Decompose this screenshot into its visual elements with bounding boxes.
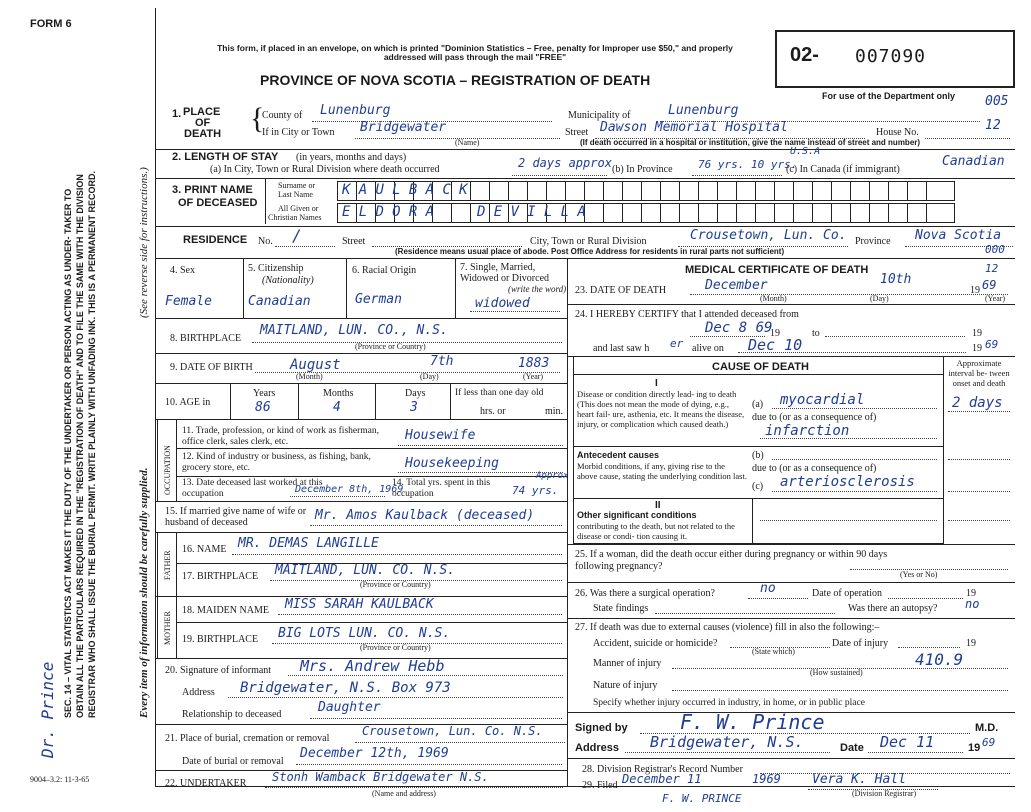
- value-total-years: 74 yrs.: [512, 484, 559, 497]
- label-state-which: (State which): [752, 647, 795, 656]
- label-to-19: 19: [972, 328, 982, 339]
- label-house-no: House No.: [876, 127, 919, 138]
- value-cause-a: myocardial: [780, 392, 865, 408]
- label-prov-country-8: (Province or Country): [355, 342, 426, 351]
- label-due-b: due to (or as a consequence of): [752, 463, 877, 474]
- value-stay-b: 76 yrs. 10 yrs.: [698, 158, 798, 171]
- value-trade: Housewife: [405, 428, 476, 443]
- label-racial: 6. Racial Origin: [352, 265, 417, 276]
- label-1-num: 1.: [172, 108, 182, 120]
- label-city: If in City or Town: [262, 127, 335, 138]
- institution-note: (If death occurred in a hospital or institution, give the name instead of street and number): [580, 138, 921, 147]
- label-min: min.: [545, 406, 564, 417]
- value-mother-name: MISS SARAH KAULBACK: [285, 597, 434, 612]
- label-1-of: OF: [195, 117, 211, 129]
- value-usa: U.S.A: [790, 146, 821, 157]
- value-signed-year: 69: [982, 736, 996, 749]
- value-last-seen: Dec 10: [748, 336, 803, 354]
- label-res-city: City, Town or Rural Division: [530, 236, 647, 247]
- value-father-bp: MAITLAND, LUN. CO. N.S.: [275, 563, 456, 578]
- value-code: 410.9: [915, 650, 964, 669]
- value-municipality: Lunenburg: [668, 103, 739, 118]
- label-nationality: (Nationality): [262, 275, 314, 286]
- value-surname: KAULBACK: [342, 182, 476, 198]
- value-registrar-print: F. W. PRINCE: [662, 792, 742, 805]
- label-due-a: due to (or as a consequence of): [752, 412, 877, 423]
- form-title: PROVINCE OF NOVA SCOTIA – REGISTRATION OF DEATH: [260, 72, 651, 88]
- value-birthplace: MAITLAND, LUN. CO., N.S.: [260, 323, 448, 338]
- value-death-month: December: [705, 278, 768, 293]
- label-relationship: Relationship to deceased: [182, 709, 282, 720]
- label-filed: 29. Filed: [582, 780, 618, 791]
- label-mother: MOTHER: [163, 611, 172, 645]
- label-citizenship: 5. Citizenship: [248, 263, 304, 274]
- approx-interval: Approximate interval be- tween onset and death: [948, 358, 1010, 388]
- label-last-worked: 13. Date deceased last worked at this occupation: [182, 478, 323, 499]
- value-interval: 2 days: [952, 395, 1003, 411]
- roman-2: II: [655, 500, 661, 511]
- label-street-1: Street: [565, 127, 589, 138]
- label-1-place: PLACE: [183, 106, 221, 118]
- label-industry: 12. Kind of industry or business, as fishing, bank, grocery store, etc.: [182, 452, 371, 473]
- brace-1: {: [250, 102, 265, 135]
- label-father-bp: 17. BIRTHPLACE: [182, 571, 259, 582]
- label-op-19: 19: [966, 588, 976, 599]
- value-age-days: 3: [410, 400, 418, 415]
- value-filed-date: December 11: [622, 772, 702, 786]
- dept-use-note: For use of the Department only: [822, 91, 956, 101]
- label-day-9: (Day): [420, 372, 439, 381]
- value-autopsy: no: [965, 597, 980, 611]
- print-code: 9004–3.2: 11-3-65: [30, 775, 90, 784]
- label-undertaker: 22. UNDERTAKER: [165, 778, 247, 789]
- reg-number: 007090: [855, 46, 927, 67]
- label-specify: Specify whether injury occurred in industry, in home, or in public place: [593, 698, 865, 708]
- label-marital: 7. Single, Married, Widowed or Divorced: [460, 262, 550, 284]
- label-day-23: (Day): [870, 294, 889, 303]
- value-racial: German: [355, 292, 402, 307]
- label-3b: OF DECEASED: [178, 197, 258, 209]
- label-from-19: 19: [770, 328, 780, 339]
- label-given: All Given or: [278, 204, 319, 213]
- label-div-registrar: (Division Registrar): [852, 789, 917, 798]
- value-burial-place: Crousetown, Lun. Co. N.S.: [362, 724, 543, 738]
- label-md: M.D.: [975, 722, 999, 734]
- label-res-province: Province: [855, 236, 891, 247]
- value-informant: Mrs. Andrew Hebb: [300, 657, 445, 675]
- other-text: contributing to the death, but not related to the disease or condi- tion causing it.: [577, 521, 735, 541]
- value-mother-bp: BIG LOTS LUN. CO. N.S.: [278, 626, 451, 641]
- value-filed-year: 1969: [752, 772, 781, 786]
- column-divider: [567, 258, 568, 786]
- label-1-death: DEATH: [184, 128, 222, 140]
- label-spouse: 15. If married give name of wife or husband of deceased: [165, 506, 307, 528]
- label-alive-19: 19: [972, 343, 982, 354]
- label-2: 2. LENGTH OF STAY: [172, 151, 279, 163]
- value-res-no: /: [292, 226, 302, 245]
- reverse-side-note: (See reverse side for instructions.): [138, 167, 150, 318]
- supply-note: Every item of information should be carefully supplied.: [138, 467, 150, 718]
- label-burial: 21. Place of burial, cremation or removal: [165, 733, 330, 744]
- value-res-city: Crousetown, Lun. Co.: [690, 228, 847, 243]
- side-signature: Dr. Prince: [38, 661, 57, 758]
- value-county: Lunenburg: [320, 103, 391, 118]
- label-month-9: (Month): [296, 372, 323, 381]
- value-industry: Housekeeping: [405, 456, 499, 471]
- value-res-province: Nova Scotia: [915, 228, 1002, 243]
- roman-1: I: [655, 378, 658, 389]
- label-signed-address: Address: [575, 742, 620, 754]
- label-years: Years: [253, 388, 276, 399]
- label-residence: RESIDENCE: [183, 234, 248, 246]
- value-age-years: 86: [255, 400, 271, 415]
- value-year-69: 69: [985, 338, 999, 351]
- label-name-address: (Name and address): [372, 789, 436, 798]
- label-alive: alive on: [692, 343, 724, 354]
- label-b: (b): [752, 450, 764, 461]
- label-surname: Surname or: [278, 181, 316, 190]
- value-birth-month: August: [290, 357, 341, 373]
- value-burial-date: December 12th, 1969: [300, 746, 449, 761]
- label-19-death: 19: [970, 285, 980, 296]
- label-inj-19: 19: [966, 638, 976, 649]
- value-her: er: [670, 337, 684, 350]
- label-father-name: 16. NAME: [182, 544, 227, 555]
- label-certify: 24. I HEREBY CERTIFY that I attended deceased from: [575, 309, 799, 320]
- value-signed-address: Bridgewater, N.S.: [650, 733, 804, 751]
- label-last-name: Last Name: [278, 190, 313, 199]
- label-dob: 9. DATE OF BIRTH: [170, 362, 253, 373]
- value-signed-by: F. W. Prince: [680, 710, 825, 734]
- label-2b: (b) In Province: [612, 164, 673, 175]
- label-trade: 11. Trade, profession, or kind of work as fisherman, office clerk, sales clerk, etc.: [182, 426, 380, 447]
- label-3: 3. PRINT NAME: [172, 184, 253, 196]
- reg-prefix: 02-: [790, 44, 819, 66]
- value-given-1: ELDORA: [342, 204, 443, 220]
- value-cause-a2: infarction: [765, 423, 850, 439]
- label-last-saw: and last saw h: [593, 343, 650, 354]
- label-christian: Christian Names: [268, 213, 322, 222]
- label-year-9: (Year): [523, 372, 544, 381]
- antecedent-text: Morbid conditions, if any, giving rise to the above cause, stating the underlying condition last.: [577, 461, 747, 481]
- label-prov-country-17: (Province or Country): [360, 580, 431, 589]
- value-house-no: 12: [985, 118, 1001, 133]
- value-birth-year: 1883: [518, 356, 550, 371]
- label-a: (a): [752, 399, 764, 410]
- label-yes-no: (Yes or No): [900, 570, 938, 579]
- label-signed: Signed by: [575, 722, 628, 734]
- label-res-no: No.: [258, 236, 273, 247]
- label-maiden: 18. MAIDEN NAME: [182, 605, 269, 616]
- label-total-years: 14. Total yrs. spent in this occupation: [392, 478, 491, 499]
- label-occupation: OCCUPATION: [163, 445, 172, 495]
- label-date-death: 23. DATE OF DEATH: [575, 285, 667, 296]
- label-birthplace: 8. BIRTHPLACE: [170, 333, 242, 344]
- label-less-day: If less than one day old: [455, 388, 544, 398]
- label-father: FATHER: [163, 550, 172, 580]
- value-citizenship: Canadian: [248, 294, 311, 309]
- label-manner: Manner of injury: [593, 658, 662, 669]
- label-autopsy: Was there an autopsy?: [848, 603, 938, 614]
- label-age: 10. AGE in: [165, 397, 211, 408]
- value-dept-code-2: 000: [985, 243, 1005, 256]
- label-municipality: Municipality of: [568, 110, 631, 121]
- label-sex: 4. Sex: [170, 265, 195, 276]
- value-inf-address: Bridgewater, N.S. Box 973: [240, 680, 451, 696]
- value-cause-c: arteriosclerosis: [780, 474, 915, 490]
- value-institution: Dawson Memorial Hospital: [600, 120, 788, 135]
- label-signed-19: 19: [968, 742, 981, 754]
- other-title: Other significant conditions: [577, 510, 697, 520]
- label-county: County of: [262, 110, 303, 121]
- value-stay-c: Canadian: [942, 154, 1005, 169]
- value-age-months: 4: [333, 400, 341, 415]
- value-stay-a: 2 days approx: [518, 156, 612, 170]
- value-surgery: no: [760, 581, 776, 596]
- label-inf-address: Address: [182, 687, 215, 698]
- value-approx: Approx: [536, 471, 569, 481]
- label-name-caption: (Name): [455, 138, 480, 147]
- value-father-name: MR. DEMAS LANGILLE: [238, 536, 379, 551]
- value-death-day: 10th: [880, 272, 912, 287]
- label-days: Days: [405, 388, 426, 399]
- postal-notice: This form, if placed in an envelope, on which is printed "Dominion Statistics – Free, penalty for Improper use $50," and properly addressed will pass through the mail "FREE": [217, 43, 733, 63]
- disease-text: Disease or condition directly lead- ing to death (This does not mean the mode of dying, e.g., heart fail- ure, asthenia, etc. It means the disease, injury, or complication which caused death.): [577, 389, 745, 429]
- value-death-year: 69: [982, 278, 997, 292]
- value-city: Bridgewater: [360, 120, 447, 135]
- label-months: Months: [323, 388, 354, 399]
- label-signed-date: Date: [840, 742, 864, 754]
- label-informant: 20. Signature of informant: [165, 665, 272, 676]
- label-2c: (c) In Canada (if immigrant): [786, 164, 900, 175]
- label-date-op: Date of operation: [812, 588, 882, 599]
- label-state-findings: State findings: [593, 603, 649, 614]
- value-attended-from: Dec 8 69: [705, 320, 773, 336]
- value-given-2: DEVILLA: [477, 204, 595, 220]
- label-c: (c): [752, 481, 764, 492]
- label-month-23: (Month): [760, 294, 787, 303]
- label-to: to: [812, 328, 820, 339]
- medical-title: MEDICAL CERTIFICATE OF DEATH: [685, 264, 869, 276]
- statute-notice: SEC. 14 – VITAL STATISTICS ACT MAKES IT THE DUTY OF THE UNDERTAKER OR PERSON ACTING AS UNDER- TAKER TO OBTAIN ALL THE PARTICULARS REQUIRED IN THE "REGISTRATION OF DEATH" AND TO FILE THE SAME WITH THE DIVISION REGISTRAR WHO SHALL ISSUE THE BURIAL PERMIT. WRITE PLAINLY WITH UNFADING INK. THIS IS A PERMANENT RECORD.: [63, 170, 97, 718]
- form-number: FORM 6: [30, 18, 72, 30]
- label-pregnancy: 25. If a woman, did the death occur either during pregnancy or within 90 days following pregnancy?: [575, 549, 888, 572]
- label-res-street: Street: [342, 236, 366, 247]
- label-marital-b: (write the word): [508, 284, 567, 294]
- value-last-worked: December 8th, 1969: [295, 484, 404, 495]
- dept-code: 005: [985, 94, 1009, 109]
- value-birth-day: 7th: [430, 354, 454, 369]
- left-margin-line: [155, 8, 156, 786]
- value-undertaker: Stonh Wamback Bridgewater N.S.: [272, 770, 489, 784]
- value-registrar: Vera K. Hall: [812, 772, 906, 787]
- label-hrs: hrs. or: [480, 406, 506, 417]
- label-mother-bp: 19. BIRTHPLACE: [182, 634, 259, 645]
- cause-title: CAUSE OF DEATH: [712, 361, 809, 373]
- label-year-23: (Year): [985, 294, 1006, 303]
- label-how: (How sustained): [810, 668, 863, 677]
- label-2a: (a) In City, Town or Rural Division where death occurred: [210, 164, 440, 175]
- residence-note: (Residence means usual place of abode. Post Office Address for residents in rural parts not sufficient): [395, 247, 785, 256]
- label-nature: Nature of injury: [593, 680, 658, 691]
- label-prov-country-19: (Province or Country): [360, 643, 431, 652]
- label-date-injury: Date of injury: [832, 638, 889, 649]
- label-accident: Accident, suicide or homicide?: [593, 638, 718, 649]
- label-burial-date: Date of burial or removal: [182, 756, 284, 767]
- label-external: 27. If death was due to external causes (violence) fill in also the following:–: [575, 622, 880, 633]
- value-signed-date: Dec 11: [880, 733, 935, 751]
- value-sex: Female: [165, 294, 212, 309]
- label-2-note: (in years, months and days): [296, 152, 407, 163]
- label-record: 28. Division Registrar's Record Number: [582, 764, 743, 775]
- value-death-code: 12: [985, 262, 999, 275]
- label-surgery: 26. Was there a surgical operation?: [575, 588, 715, 599]
- value-marital: widowed: [475, 296, 530, 311]
- antecedent-title: Antecedent causes: [577, 450, 660, 460]
- value-spouse: Mr. Amos Kaulback (deceased): [315, 508, 535, 523]
- value-relationship: Daughter: [318, 700, 381, 715]
